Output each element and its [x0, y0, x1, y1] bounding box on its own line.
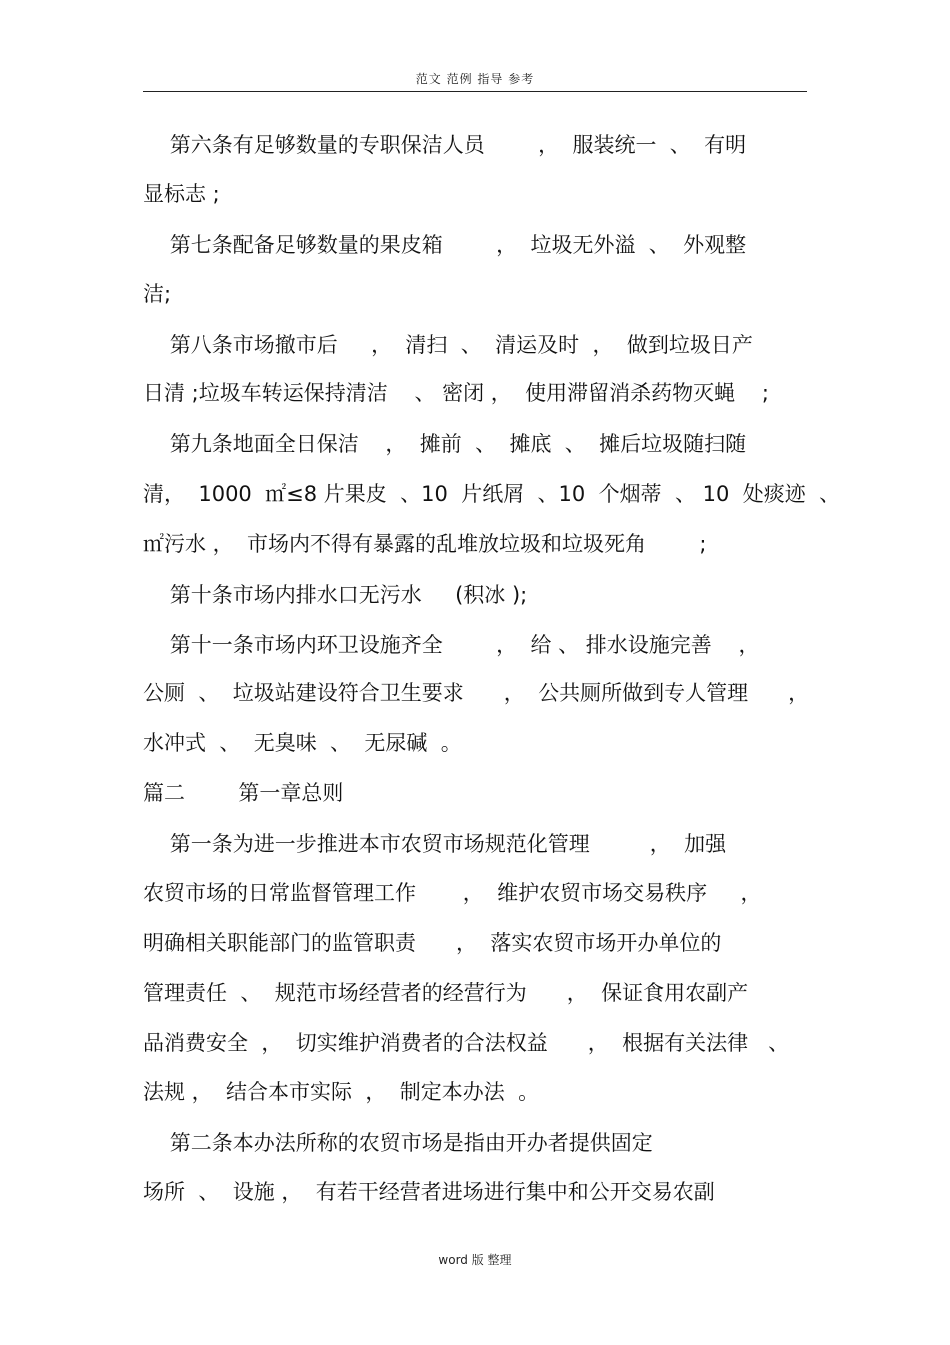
text-line: 水冲式 、 无臭味 、 无尿碱 。	[143, 731, 462, 755]
text-line: 管理责任 、 规范市场经营者的经营行为 ， 保证食用农副产	[143, 981, 749, 1005]
text-line: 明确相关职能部门的监管职责 ， 落实农贸市场开办单位的	[143, 931, 722, 955]
text-line: 第八条市场撤市后 ， 清扫 、 清运及时 ， 做到垃圾日产	[143, 333, 753, 357]
text-line: 第一条为进一步推进本市农贸市场规范化管理 ， 加强	[143, 832, 727, 856]
text-line: 公厕 、 垃圾站建设符合卫生要求 ， 公共厕所做到专人管理 ，	[143, 681, 810, 705]
text-line: 日清 ;垃圾车转运保持清洁 、 密闭 ， 使用滞留消杀药物灭蝇 ;	[143, 381, 769, 405]
page-footer: word 版 整理	[438, 1253, 512, 1267]
text-line: 第九条地面全日保洁 ， 摊前 、 摊底 、 摊后垃圾随扫随	[143, 432, 747, 456]
text-line: 第十一条市场内环卫设施齐全 ， 给 、 排水设施完善 ，	[143, 633, 760, 657]
header-divider	[143, 91, 807, 92]
text-line: 场所 、 设施 ， 有若干经营者进场进行集中和公开交易农副	[143, 1180, 715, 1204]
text-line: ㎡污水 ， 市场内不得有暴露的乱堆放垃圾和垃圾死角 ;	[143, 532, 707, 556]
text-line: 品消费安全 ， 切实维护消费者的合法权益 ， 根据有关法律 、	[143, 1031, 790, 1055]
text-line: 第六条有足够数量的专职保洁人员 ， 服装统一 、 有明	[143, 133, 747, 157]
text-line: 第十条市场内排水口无污水 (积冰 );	[143, 583, 528, 607]
text-line: 法规 ， 结合本市实际 ， 制定本办法 。	[143, 1080, 540, 1104]
text-line: 第七条配备足够数量的果皮箱 ， 垃圾无外溢 、 外观整	[143, 233, 747, 257]
section-heading: 篇二 第一章总则	[143, 781, 344, 805]
text-line: 洁;	[143, 282, 172, 306]
text-line: 第二条本办法所称的农贸市场是指由开办者提供固定	[143, 1131, 653, 1155]
text-line: 农贸市场的日常监督管理工作 ， 维护农贸市场交易秩序 ，	[143, 881, 762, 905]
text-line: 清， 1000 ㎡≤8 片果皮 、10 片纸屑 、10 个烟蒂 、 10 处痰迹 、	[143, 482, 841, 506]
text-line: 显标志 ;	[143, 182, 220, 206]
page-header: 范文 范例 指导 参考	[415, 72, 535, 86]
